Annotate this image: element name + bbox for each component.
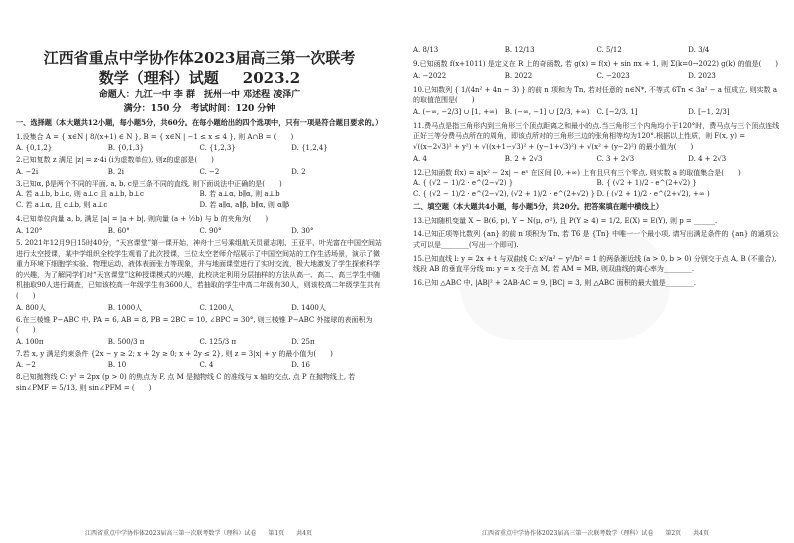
question-15: 15.已知直线 l: y = 2x + t 与双曲线 C: x²/a² − y²/b² = 1 的两条渐近线 (a > 0, b > 0) 分别交于点 A, B (不重合), 线段 AB 的垂直平分线 m: y = x 交于点 M, 若 AM = MB, 则双曲线的离心率为________.: [413, 254, 779, 274]
option: B. { (√2 + 1)/2 · e^(2+√2) }: [596, 179, 697, 188]
option: D. 3/4: [688, 46, 710, 54]
option: B. 2 + 2√3: [504, 154, 543, 163]
question-11-options: [413, 154, 780, 165]
option: D. ( (√2 + 1)/2 · e^(2+√2), +∞ ): [596, 190, 710, 199]
exam-subtitle: [16, 68, 383, 88]
question-13: 13.已知随机变量 X ~ B(6, p), Y ~ N(μ, σ²), 且 P(Y ≥ 4) = 1/2, E(X) = E(Y), 则 p = ______.: [413, 216, 718, 225]
question-4: 4.已知单位向量 a, b, 满足 |a| = |a + b|, 则向量 (a + ½b) 与 b 的夹角为( ): [16, 215, 269, 224]
option: B. 12/13: [504, 46, 535, 54]
question-2: 2.已知复数 z 满足 |z| = z·4i (i为虚数单位), 则z的虚部是( ): [16, 156, 214, 165]
option: C. 3 + 2√3: [596, 154, 635, 163]
question-6-options: [16, 337, 383, 348]
score-time: 满分：150 分 考试时间：120 分钟: [123, 104, 276, 114]
section-fill-header: 二、填空题（本大题共4小题，每小题5分，共20分。把答案填在题中横线上）: [413, 202, 664, 212]
question-7-options: [16, 360, 383, 371]
exam-title: 江西省重点中学协作体2023届高三第一次联考: [43, 49, 356, 67]
option: A. {0,1,2}: [16, 144, 53, 153]
question-3-options: [16, 189, 383, 211]
option: D. 25π: [291, 337, 315, 346]
option: A. (−∞, −2/3] ∪ [1, +∞): [413, 107, 498, 116]
option: D. {1,2,4}: [291, 144, 328, 153]
option: A. { (√2 − 1)/2 · e^(2−√2) }: [413, 179, 514, 188]
question-6: 6.在三棱锥 P−ABC 中, PA = 6, AB = 8, PB = 2BC = 10, ∠BPC = 30°, 则三棱锥 P−ABC 外接球的表面积为( ): [16, 315, 373, 335]
question-10: 10.已知数列 { 1/(4n² + 4n − 3) } 的前 n 项和为 Tn, 若对任意的 n∈N*, 不等式 6Tn < 3a² − a 恒成立, 则实数 a 的取值范围是( ): [413, 85, 780, 105]
question-12: 12.已知函数 f(x) = a|x² − 2x| − eˣ 在区间 [0, +∞) 上有且只有三个零点, 则实数 a 的取值集合是( ): [413, 168, 741, 177]
option: C. {1,2,3}: [199, 144, 236, 153]
option: A. 120°: [16, 226, 43, 235]
option: D. 2023: [688, 71, 716, 80]
question-7: 7.若 x, y 满足约束条件 {2x − y ≥ 2; x + 2y ≥ 0; x + 2y ≤ 2}, 则 z = 3|x| + y 的最小值为( ): [16, 349, 333, 358]
option: D. 2: [291, 167, 306, 176]
right-page: [397, 0, 794, 543]
option: C. 125/3 π: [199, 337, 237, 346]
question-1: 1.设集合 A = { x∈N | 8/(x+1) ∈ N }, B = { x∈N | −1 ≤ x ≤ 4 }, 则 A∩B = ( ): [16, 132, 294, 141]
question-10-options: [413, 107, 780, 118]
option: D. 30°: [291, 226, 314, 235]
option: C. [−2/3, 1]: [596, 107, 638, 116]
option: B. 1000人: [107, 303, 143, 312]
option: D. 1400人: [291, 303, 326, 312]
proposers: 命题人：九江一中 李 群 抚州一中 邓述程 凌泽广: [98, 90, 301, 100]
question-5: 5. 2021年12月9日15时40分，“天宫课堂”第一课开始，神舟十三号乘组航天员翟志刚、王亚平、叶光富在中国空间站进行太空授课，某中学组织全校学生观看了此次授课，三位太空老师介绍展示了中国空间站的工作生活场景，演示了微重力环境下细胞学实验、物理运动、液体表面张力等现象，并与地面课堂进行了实时交流，极大地激发了学生探索科学的兴趣，为了解同学们对“天宫课堂”这种授课模式的兴趣，此校决定利用分层抽样的方法从高一、高二、高三学生中随机抽取90人进行调查，已知该校高一年级学生有3600人，若抽取的学生中高二年级有30人，则该校高二年级学生共有( ): [16, 238, 383, 300]
option: C. 4: [199, 361, 214, 370]
option: A. 8/13: [413, 46, 439, 54]
question-3: 3.已知α, β是两个不同的平面, a, b, c是三条不同的直线, 则下面说法中正确的是( ): [16, 179, 282, 188]
option: D. 16: [291, 361, 310, 370]
page-footer: 江西省重点中学协作体2023届高三第一次联考数学（理科）试卷 第1页 共4页: [85, 530, 312, 537]
option: B. 2i: [107, 167, 125, 176]
option: A. −2: [16, 361, 36, 370]
option: C. 1200人: [199, 303, 234, 312]
question-16: 16.已知 △ABC 中, |AB|² + 2AB·AC = 9, |BC| = 3, 则 △ABC 面积的最大值是________.: [413, 278, 696, 287]
option: D. 4 + 2√3: [688, 154, 727, 163]
option: A. 4: [413, 154, 427, 163]
option: C. −2023: [596, 71, 630, 80]
exam-date: 2023.2: [242, 69, 301, 87]
option: C. { (√2 − 1)/2 · e^(2−√2), (√2 + 1)/2 · e^(2+√2) }: [413, 190, 596, 199]
question-11: 11.费马点是指三角形内到三角形三个顶点距离之和最小的点.当三角形三个内角均小于120°时，费马点与三个顶点连线正好三等分费马点所在的周角，即该点所对的三角形三边的张角相等均为120°.根据以上性质，则 F(x, y) = √((x−2√3)² + y²) + √((x+1−√3)² + (y−1+√3)²) + √(x² + (y−2)²) 的最小值为( ): [413, 121, 780, 151]
question-14: 14.已知正项等比数列 {an} 的前 n 项积为 Tn, 若 T6 是 {Tn} 中唯一一个最小项, 请写出满足条件的 {an} 的通项公式可以是________(写出一个即可).: [413, 230, 779, 249]
section-choice-header: 一、选择题（本大题共12小题，每小题5分，共60分。在每小题给出的四个选项中，只有一项是符合题目要求的。）: [16, 118, 383, 127]
option: B. 500/3 π: [107, 337, 145, 346]
question-12-options: [413, 178, 780, 200]
option: D. 若 a∥α, a∥β, b∥α, 则 α∥β: [199, 201, 290, 210]
option: C. 90°: [199, 226, 222, 235]
option: C. 若 a⊥α, 且 c⊥b, 则 a⊥c: [16, 201, 108, 210]
question-9: 9.已知函数 f(x+1011) 是定义在 R 上的奇函数, 若 g(x) = f(x) + sin πx + 1, 则 Σ(k=0→2022) g(k) 的值是( ): [413, 60, 779, 68]
option: B. 10: [107, 361, 127, 370]
option: B. (−∞, −1] ∪ [2/3, +∞): [504, 107, 590, 116]
question-2-options: [16, 167, 383, 178]
option: A. 100π: [16, 337, 44, 346]
option: B. 2022: [504, 71, 533, 80]
option: D. [−1, 2/3]: [688, 107, 730, 116]
option: A. −2022: [413, 71, 447, 80]
question-5-options: [16, 303, 383, 314]
option: A. −2i: [16, 167, 39, 176]
option: A. 800人: [16, 303, 46, 312]
question-1-options: [16, 143, 383, 154]
question-4-options: [16, 226, 383, 237]
question-9-options: [413, 71, 780, 82]
subject-title: 数学（理科）试题: [98, 69, 219, 87]
option: A. 若 a⊥b, b⊥c, 则 a⊥c 且 a⊥b, b⊥c: [16, 190, 144, 199]
option: B. 若 a⊥α, b∥α, 则 a⊥b: [199, 190, 280, 199]
page-footer: 江西省重点中学协作体2023届高三第一次联考数学（理科）试卷 第2页 共4页: [482, 530, 709, 537]
option: B. {0,1,3}: [107, 144, 145, 153]
option: C. 5/12: [596, 46, 622, 54]
option: B. 60°: [107, 226, 130, 235]
question-8-options: [413, 45, 780, 56]
option: C. −2: [199, 167, 220, 176]
question-8: 8.已知抛物线 C: y² = 2px (p > 0) 的焦点为 F, 点 M 是抛物线 C 的准线与 x 轴的交点, 点 P 在抛物线上, 若 sin∠PMF = 5/13, 则 sin∠PFM = ( ): [16, 373, 358, 392]
